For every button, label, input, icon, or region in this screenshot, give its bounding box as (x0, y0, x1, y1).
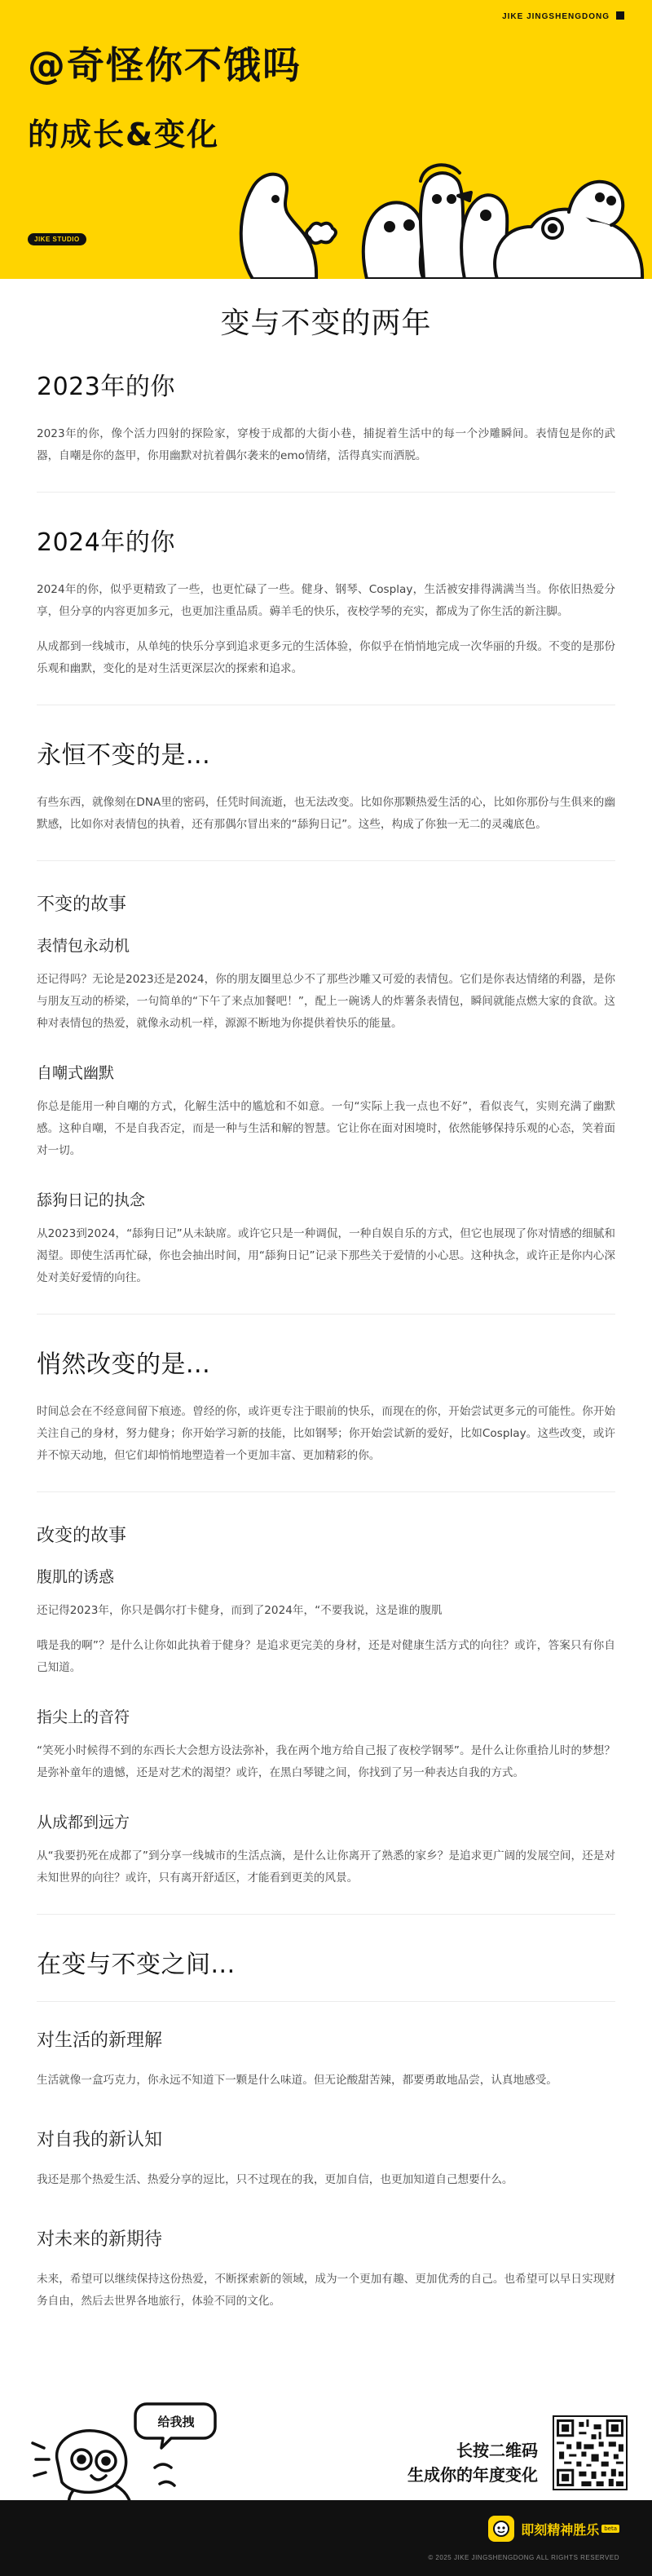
story-item-title: 腹肌的诱惑 (37, 1568, 115, 1586)
section-heading: 2024年的你 (37, 528, 175, 557)
hero-subtitle: 的成长&变化 (28, 117, 220, 152)
paragraph: 从2023到2024，“舔狗日记”从未缺席。或许它只是一种调侃，一种自娱自乐的方式，但它也展现了你对情感的细腻和渴望。即使生活再忙碌，你也会抽出时间，用“舔狗日记”记录下那些关于爱情的小心思。这种执念，或许正是你内心深处对美好爱情的向往。 (37, 1227, 615, 1284)
divider (37, 1491, 615, 1492)
section-heading: 悄然改变的是... (37, 1350, 211, 1379)
hero-title: @奇怪你不饿吗 (28, 43, 302, 87)
logo-badge: beta (601, 2525, 619, 2533)
speech-bubble-text: 给我拽 (157, 2415, 195, 2429)
story-item-title: 从成都到远方 (37, 1814, 130, 1831)
brand-tag (502, 11, 624, 21)
divider (37, 1314, 615, 1315)
divider (37, 1914, 615, 1915)
brand-logo[interactable] (488, 2515, 619, 2543)
paragraph: 还记得2023年，你只是偶尔打卡健身，而到了2024年，“不要我说，这是谁的腹肌 (37, 1604, 443, 1617)
hero-banner (0, 0, 652, 279)
section-2024 (37, 522, 615, 680)
story-item-title: 舔狗日记的执念 (37, 1191, 146, 1209)
subsection-heading: 对自我的新认知 (37, 2130, 163, 2150)
paragraph: “笑死小时候得不到的东西长大会想方设法弥补，我在两个地方给自己报了夜校学钢琴”。是什么让你重拾儿时的梦想？是弥补童年的遗憾，还是对艺术的渴望？或许，在黑白琴键之间，你找到了另一种表达自我的方式。 (37, 1744, 615, 1779)
section-unchanged (37, 735, 615, 836)
logo-name: 即刻精神胜乐 (521, 2521, 600, 2538)
subsection-heading: 不变的故事 (37, 895, 127, 915)
section-changed-story (37, 1522, 615, 1889)
subsection-heading: 对未来的新期待 (37, 2229, 163, 2250)
paragraph: 你总是能用一种自嘲的方式，化解生活中的尴尬和不如意。一句“实际上我一点也不好”，看似丧气，实则充满了幽默感。这种自嘲，不是自我否定，而是一种与生活和解的智慧。它让你在面对困境时，依然能够保持乐观的心态，笑着面对一切。 (37, 1100, 615, 1157)
footer-bar (0, 2500, 652, 2576)
section-heading: 2023年的你 (37, 373, 175, 401)
qr-code-icon[interactable] (553, 2415, 628, 2490)
square-icon (616, 11, 624, 20)
section-changed (37, 1344, 615, 1467)
article (0, 279, 652, 2326)
section-2023 (37, 366, 615, 467)
paragraph: 我还是那个热爱生活、热爱分享的逗比，只不过现在的我，更加自信，也更加知道自己想要什么。 (37, 2173, 513, 2186)
paragraph: 生活就像一盒巧克力，你永远不知道下一颗是什么味道。但无论酸甜苦辣，都要勇敢地品尝，认真地感受。 (37, 2074, 557, 2087)
cta-line-2: 生成你的年度变化 (408, 2465, 538, 2485)
article-content (0, 366, 652, 2313)
divider (37, 860, 615, 861)
section-heading: 永恒不变的是... (37, 741, 211, 770)
cartoon-mascot-illustration (24, 2394, 253, 2516)
section-between (37, 1944, 615, 2313)
paragraph: 时间总会在不经意间留下痕迹。曾经的你，或许更专注于眼前的快乐，而现在的你，开始尝试更多元的可能性。你开始关注自己的身材，努力健身；你开始学习新的技能，比如钢琴；你开始尝试新的爱好，比如Cosplay。这些改变，或许并不惊天动地，但它们却悄悄地塑造着一个更加丰富、更加精彩的你。 (37, 1405, 615, 1462)
footer (0, 2386, 652, 2576)
paragraph: 未来，希望可以继续保持这份热爱，不断探索新的领域，成为一个更加有趣、更加优秀的自己。也希望可以早日实现财务自由，然后去世界各地旅行，体验不同的文化。 (37, 2273, 615, 2308)
paragraph: 2023年的你，像个活力四射的探险家，穿梭于成都的大街小巷，捕捉着生活中的每一个沙雕瞬间。表情包是你的武器，自嘲是你的盔甲，你用幽默对抗着偶尔袭来的emo情绪，活得真实而洒脱。 (37, 427, 615, 462)
document-title: 变与不变的两年 (220, 307, 432, 340)
logo-face-icon (488, 2516, 514, 2542)
paragraph: 从成都到一线城市，从单纯的快乐分享到追求更多元的生活体验，你似乎在悄悄地完成一次华丽的升级。不变的是那份乐观和幽默，变化的是对生活更深层次的探索和追求。 (37, 640, 615, 675)
divider (37, 2001, 615, 2002)
footer-cta (408, 2438, 538, 2487)
section-heading: 在变与不变之间... (37, 1951, 236, 1979)
story-item-title: 自嘲式幽默 (37, 1064, 115, 1082)
paragraph: 从“我要扔死在成都了”到分享一线城市的生活点滴，是什么让你离开了熟悉的家乡？是追求更广阔的发展空间，还是对未知世界的向往？或许，只有离开舒适区，才能看到更美的风景。 (37, 1849, 615, 1885)
studio-badge: JIKE STUDIO (28, 233, 86, 245)
section-unchanged-story (37, 890, 615, 1289)
cta-line-1: 长按二维码 (456, 2441, 538, 2460)
copyright: © 2025 JIKE JINGSHENGDONG ALL RIGHTS RESERVED (428, 2554, 619, 2561)
brand-tag-text: JIKE JINGSHENGDONG (502, 12, 610, 21)
subsection-heading: 改变的故事 (37, 1526, 127, 1546)
paragraph: 有些东西，就像刻在DNA里的密码，任凭时间流逝，也无法改变。比如你那颗热爱生活的心，比如你那份与生俱来的幽默感，比如你对表情包的执着，还有那偶尔冒出来的“舔狗日记”。这些，构成了你独一无二的灵魂底色。 (37, 796, 615, 831)
cartoon-characters-illustration (228, 130, 652, 279)
paragraph: 哦是我的啊”？是什么让你如此执着于健身？是追求更完美的身材，还是对健康生活方式的向往？或许，答案只有你自己知道。 (37, 1639, 615, 1674)
paragraph: 还记得吗？无论是2023还是2024，你的朋友圈里总少不了那些沙雕又可爱的表情包。它们是你表达情绪的利器，是你与朋友互动的桥梁，一句简单的“下午了来点加餐吧！”，配上一碗诱人的炸薯条表情包，瞬间就能点燃大家的食欲。这种对表情包的热爱，就像永动机一样，源源不断地为你提供着快乐的能量。 (37, 973, 615, 1030)
divider (37, 492, 615, 493)
story-item-title: 表情包永动机 (37, 937, 130, 955)
paragraph: 2024年的你，似乎更精致了一些，也更忙碌了一些。健身、钢琴、Cosplay，生活被安排得满满当当。你依旧热爱分享，但分享的内容更加多元，也更加注重品质。薅羊毛的快乐，夜校学琴的充实，都成为了你生活的新注脚。 (37, 583, 615, 618)
story-item-title: 指尖上的音符 (37, 1708, 130, 1726)
subsection-heading: 对生活的新理解 (37, 2030, 163, 2051)
